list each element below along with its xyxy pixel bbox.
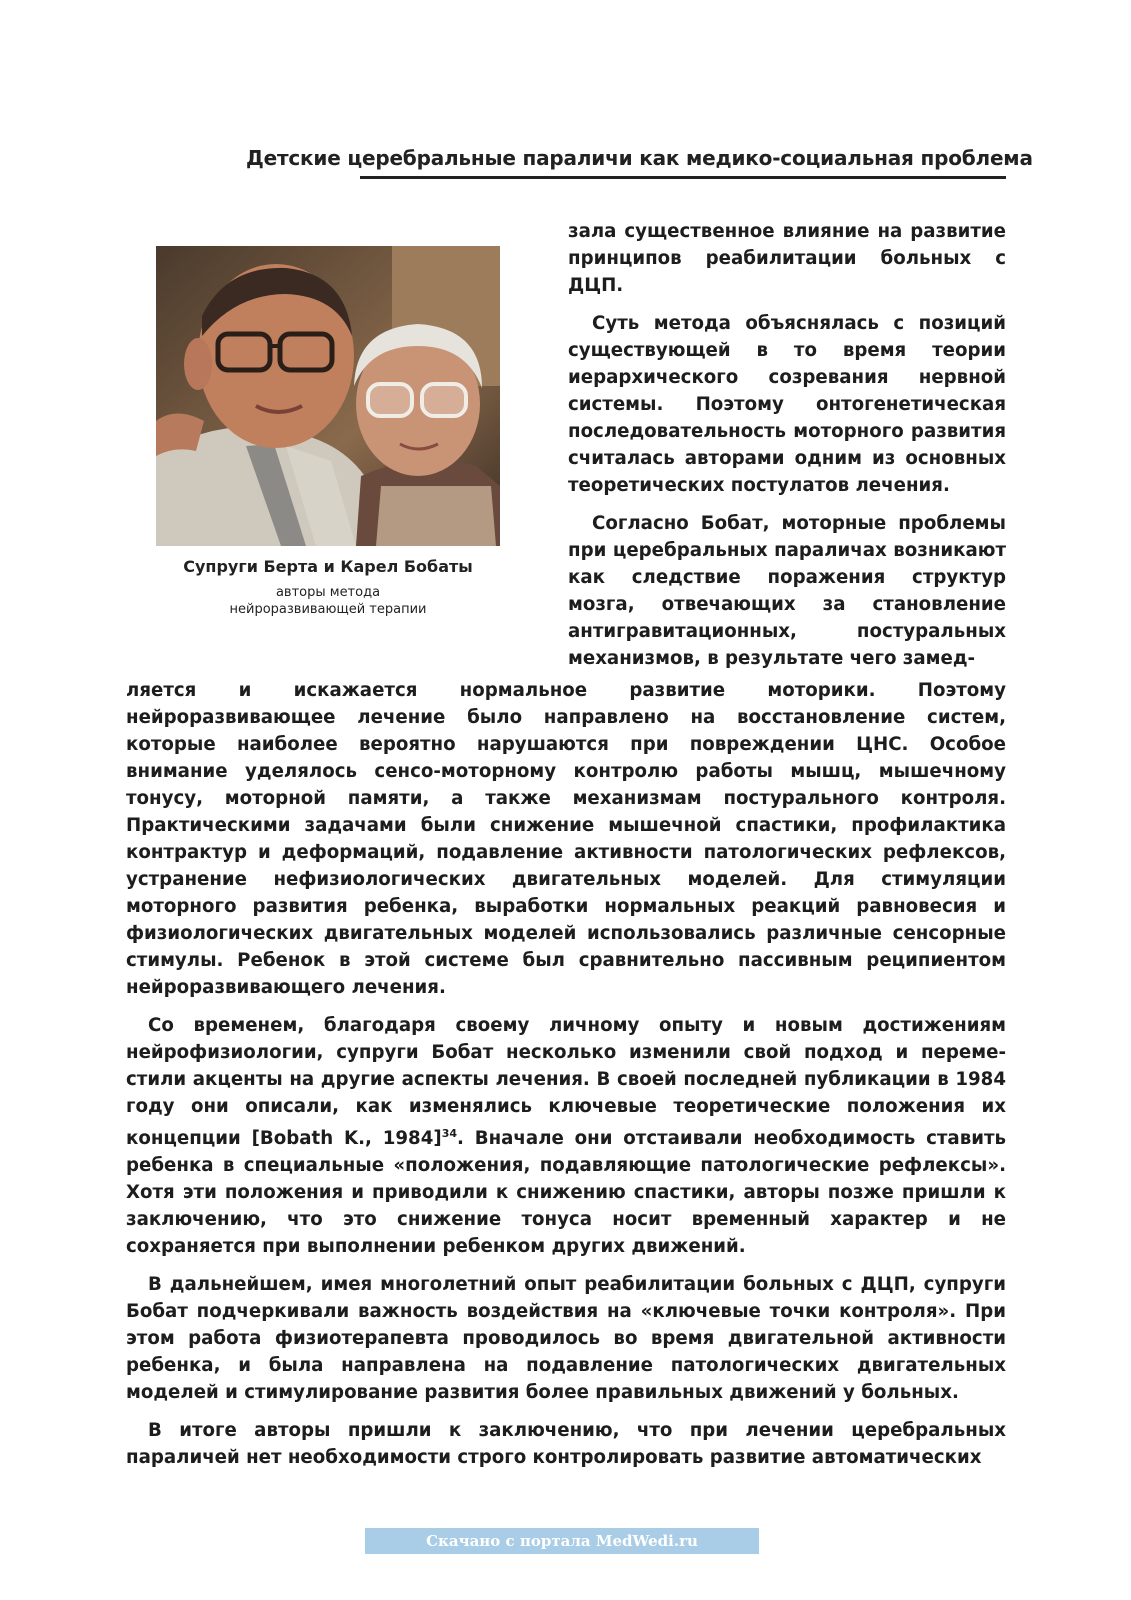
caption-line-2: нейроразвивающей терапии <box>229 602 427 617</box>
citation-superscript: 34 <box>441 1127 457 1140</box>
caption-title: Супруги Берта и Карел Бобаты <box>183 557 473 576</box>
paragraph: зала существенное влияние на развитие принципов реабилитации больных с ДЦП. <box>568 221 1006 296</box>
text-run: Со временем, благодаря своему личному опыту и новым достижениям нейрофизиологии, супруги Бобат несколько изменили свой подход и переме-стили акценты на другие аспекты лечения. В своей последней публикации в 1984 году они описали, как изменялись ключевые теоретические положения их концепции [Bobath K., 1984] <box>126 1015 1006 1150</box>
paragraph: Суть метода объяснялась с позиций существующей в то время теории иерархического созревания нервной системы. Поэтому онтогенетическая последовательность моторного развития считалась авторами одним из основных теоретических постулатов лечения. <box>568 313 1006 496</box>
portrait-photo <box>156 246 500 546</box>
paragraph <box>126 1012 1006 1260</box>
caption-line-1: авторы метода <box>275 585 381 600</box>
paragraph: В итоге авторы пришли к заключению, что при лечении церебральных параличей нет необходимости строго контролировать развитие автоматических <box>126 1420 1006 1469</box>
caption-subtitle <box>156 584 500 618</box>
right-column-text <box>568 218 1006 683</box>
header-rule <box>360 176 1006 179</box>
download-watermark: Скачано с портала MedWedi.ru <box>365 1528 759 1554</box>
full-width-text <box>126 677 1006 1482</box>
figure-caption <box>156 556 500 618</box>
running-header: Детские церебральные параличи как медико-социальная проблема <box>246 146 1033 170</box>
text-run: . Вначале они отстаивали необходимость ставить ребенка в специальные «положения, подавляющие патологические рефлексы». Хотя эти положения и приводили к снижению спастики, авторы позже пришли к заключению, что это снижение тонуса носит временный характер и не сохраняется при выполнении ребенком других движений. <box>126 1128 1007 1258</box>
paragraph: Согласно Бобат, моторные проблемы при церебральных параличах возникают как следствие поражения структур мозга, отвечающих за становление антигравитационных, постуральных механизмов, в результате чего замед- <box>568 513 1006 669</box>
paragraph: ляется и искажается нормальное развитие моторики. Поэтому нейроразвивающее лечение было направлено на восстановление систем, которые наиболее вероятно нарушаются при повреждении ЦНС. Особое внимание уделялось сенсо-моторному контролю работы мышц, мышечному тонусу, моторной памяти, а также механизмам постурального контроля. Практическими задачами были снижение мышечной спастики, профилактика контрактур и деформаций, подавление активности патологических рефлексов, устранение нефизиологических двигательных моделей. Для стимуляции моторного развития ребенка, выработки нормальных реакций равновесия и физиологических двигательных моделей использовались различные сенсорные стимулы. Ребенок в этой системе был сравнительно пассивным реципиентом нейроразвивающего лечения. <box>126 680 1006 998</box>
paragraph: В дальнейшем, имея многолетний опыт реабилитации больных с ДЦП, супруги Бобат подчеркивали важность воздействия на «ключевые точки контроля». При этом работа физиотерапевта проводилось во время двигательной активности ребенка, и была направлена на подавление патологических двигательных моделей и стимулирование развития более правильных движений у больных. <box>126 1274 1006 1404</box>
